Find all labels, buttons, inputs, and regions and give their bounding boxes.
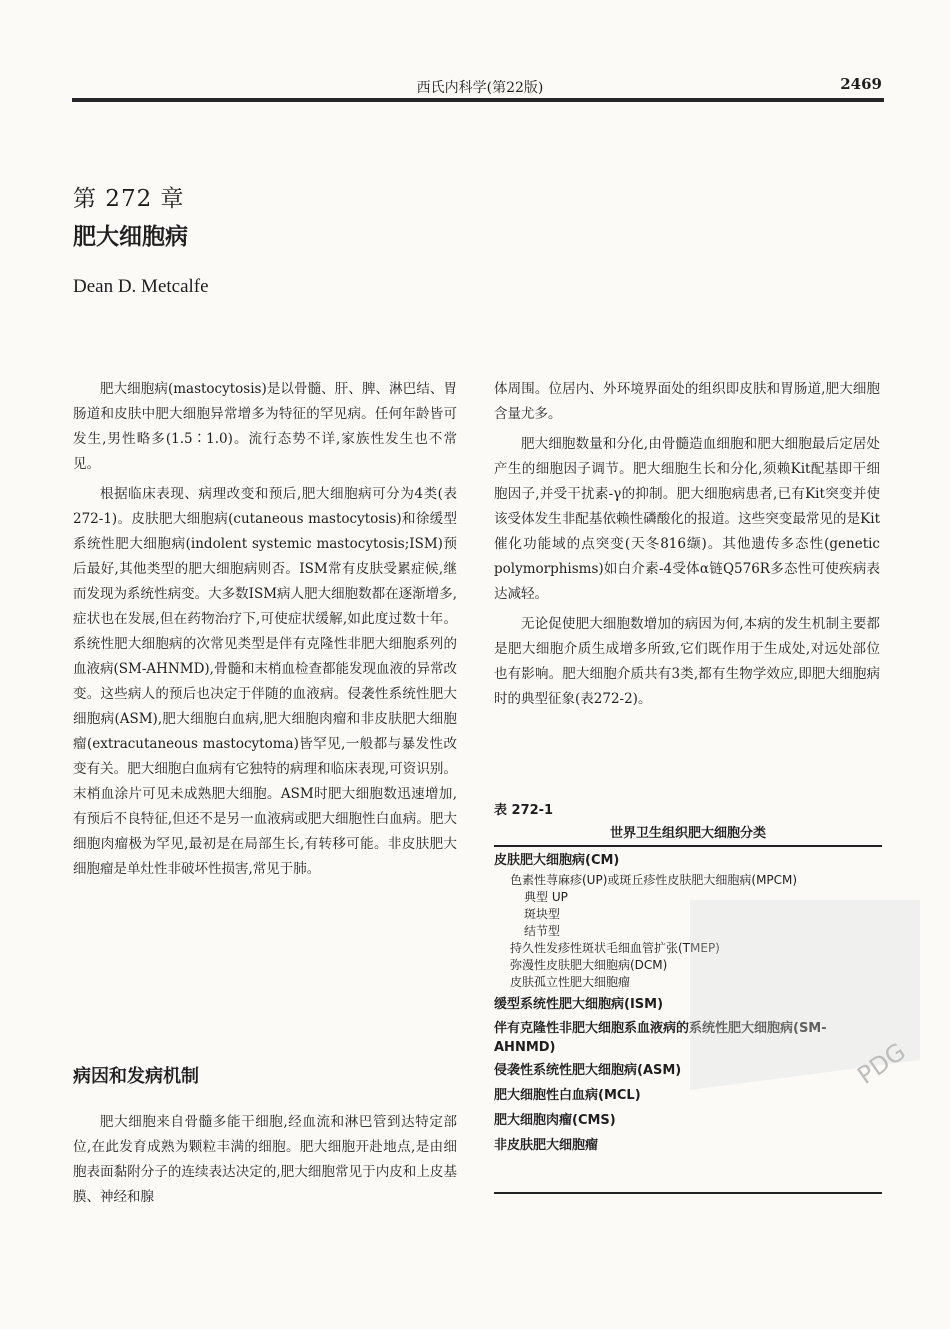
table-row: 斑块型 [524,907,561,921]
section-heading: 病因和发病机制 [73,1066,199,1087]
table-row: 典型 UP [524,890,568,904]
paragraph: 无论促使肥大细胞数增加的病因为何,本病的发生机制主要都是肥大细胞介质生成增多所致,它们既作用于生成处,对远处部位也有影响。肥大细胞介质共有3类,都有生物学效应,即肥大细胞病时的典型征象(表272-2)。 [494,616,880,707]
watermark-stamp [650,860,950,1160]
paragraph: 肥大细胞数量和分化,由骨髓造血细胞和肥大细胞最后定居处产生的细胞因子调节。肥大细胞生长和分化,须赖Kit配基即干细胞因子,并受干扰素-γ的抑制。肥大细胞病患者,已有Kit突变并使该受体发生非配基依赖性磷酸化的报道。这些突变最常见的是Kit催化功能域的点突变(天冬816缬)。其他遗传多态性(genetic polymorphisms)如白介素-4受体α链Q576R多态性可使疾病表达减轻。 [494,436,880,602]
table-caption: 世界卫生组织肥大细胞分类 [609,826,766,841]
chapter-author: Dean D. Metcalfe [73,276,209,297]
paragraph: 肥大细胞来自骨髓多能干细胞,经血流和淋巴管到达特定部位,在此发育成熟为颗粒丰满的细胞。肥大细胞开赴地点,是由细胞表面黏附分子的连续表达决定的,肥大细胞常见于内皮和上皮基膜、神经和腺 [73,1114,457,1205]
table-row: 非皮肤肥大细胞瘤 [494,1138,599,1153]
right-column-text [494,377,880,717]
table-row: 皮肤孤立性肥大细胞瘤 [510,975,631,989]
watermark-text: PDG [852,1037,911,1090]
table-row: 侵袭性系统性肥大细胞病(ASM) [494,1063,682,1078]
table-bottom-rule [494,1192,882,1194]
table-row: 伴有克隆性非肥大细胞系血液病的系统性肥大细胞病(SM-AHNMD) [494,1021,827,1055]
paragraph: 肥大细胞病(mastocytosis)是以骨髓、肝、脾、淋巴结、胃肠道和皮肤中肥大细胞异常增多为特征的罕见病。任何年龄皆可发生,男性略多(1.5∶1.0)。流行态势不详,家族性发生也不常见。 [73,381,457,472]
table-row: 缓型系统性肥大细胞病(ISM) [494,997,664,1012]
table-row: 肥大细胞性白血病(MCL) [494,1088,641,1103]
running-header-title: 西氏内科学(第22版) [416,80,544,96]
chapter-number: 第 272 章 [73,186,185,212]
table-row: 持久性发疹性斑状毛细血管扩张(TMEP) [510,941,720,955]
table-row: 结节型 [524,924,561,938]
paragraph: 体周围。位居内、外环境界面处的组织即皮肤和胃肠道,肥大细胞含量尤多。 [494,381,880,422]
chapter-title: 肥大细胞病 [73,224,188,250]
header-rule [72,98,884,102]
table-row: 色素性荨麻疹(UP)或斑丘疹性皮肤肥大细胞病(MPCM) [510,873,798,887]
section-body-text [73,1110,457,1215]
table-row: 弥漫性皮肤肥大细胞病(DCM) [510,958,668,972]
table-label: 表 272-1 [494,803,554,818]
page-number: 2469 [840,75,882,93]
table-row: 肥大细胞肉瘤(CMS) [494,1113,616,1128]
paragraph: 根据临床表现、病理改变和预后,肥大细胞病可分为4类(表272-1)。皮肤肥大细胞病(cutaneous mastocytosis)和徐缓型系统性肥大细胞病(indolent systemic mastocytosis;ISM)预后最好,其他类型的肥大细胞病则否。ISM常有皮肤受累症候,继而发现为系统性病变。大多数ISM病人肥大细胞数都在逐渐增多,症状也在发展,但在药物治疗下,可使症状缓解,如此度过数十年。系统性肥大细胞病的次常见类型是伴有克隆性非肥大细胞系列的血液病(SM-AHNMD),骨髓和末梢血检查都能发现血液的异常改变。这些病人的预后也决定于伴随的血液病。侵袭性系统性肥大细胞病(ASM),肥大细胞白血病,肥大细胞肉瘤和非皮肤肥大细胞瘤(extracutaneous mastocytoma)皆罕见,一般都与暴发性改变有关。肥大细胞白血病有它独特的病理和临床表现,可资识别。末梢血涂片可见未成熟肥大细胞。ASM时肥大细胞数迅速增加,有预后不良特征,但还不是另一血液病或肥大细胞性白血病。肥大细胞肉瘤极为罕见,最初是在局部生长,有转移可能。非皮肤肥大细胞瘤是单灶性非破坏性损害,常见于肺。 [73,486,457,877]
left-column-text [73,377,457,887]
table-top-rule [494,845,882,847]
table-row: 皮肤肥大细胞病(CM) [494,853,620,868]
